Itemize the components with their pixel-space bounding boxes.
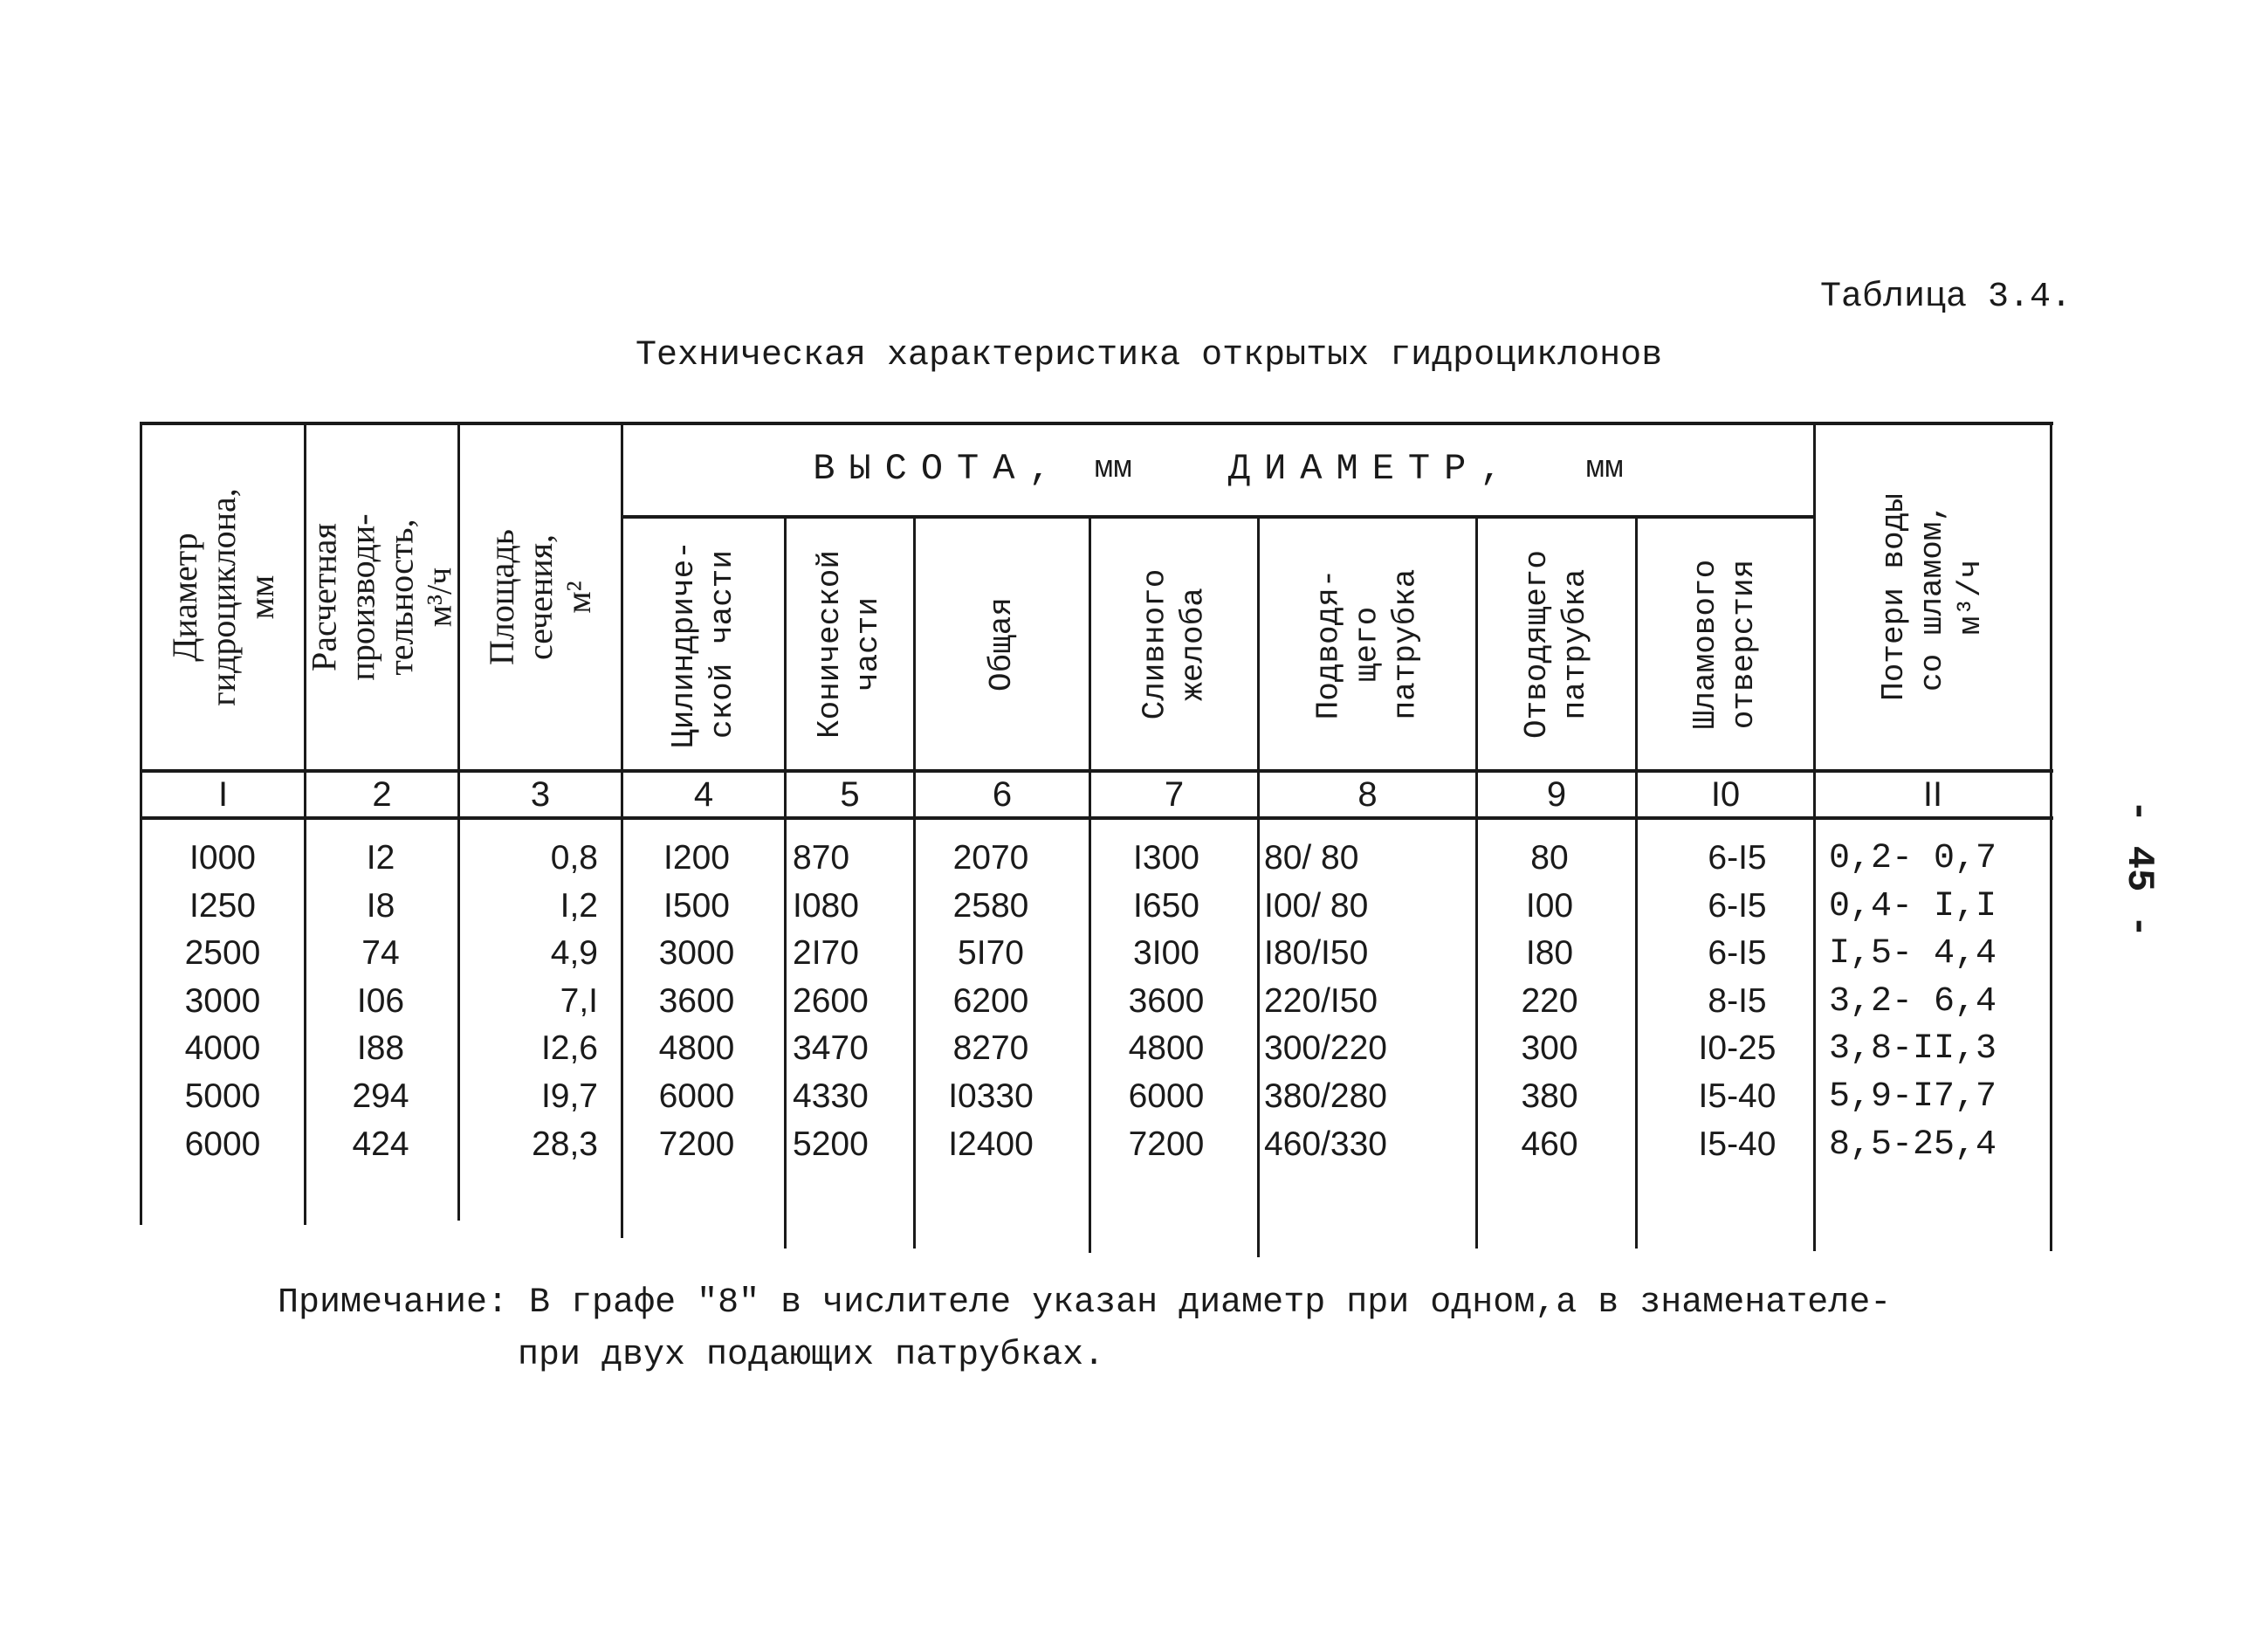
column-number-rule [140, 816, 2053, 820]
table-cell-r5-c11: 3,8-II,3 [1829, 1029, 1997, 1070]
table-cell-r4-c8: 220/I50 [1264, 981, 1378, 1020]
table-cell-r7-c8: 460/330 [1264, 1125, 1387, 1163]
table-cell-r6-c11: 5,9-I7,7 [1829, 1077, 1997, 1117]
col-header-label: Конической части [812, 549, 887, 739]
col-header-label: Потери воды со шламом, м³/ч [1875, 493, 1989, 701]
col-number-3: 3 [530, 774, 551, 814]
table-cell-r7-c11: 8,5-25,4 [1829, 1125, 1997, 1165]
table-cell-r2-c3: I,2 [560, 886, 598, 925]
table-cell-r5-c1: 4000 [184, 1029, 261, 1068]
col-number-7: 7 [1164, 774, 1185, 814]
table-cell-r7-c9: 460 [1521, 1125, 1578, 1163]
col-header-3 [460, 425, 621, 769]
col-header-label: Площадь сечения, м² [482, 529, 598, 665]
col-number-11: II [1922, 774, 1943, 814]
table-title: Техническая характеристика открытых гидроциклонов [636, 336, 1663, 375]
table-cell-r1-c6: 2070 [952, 839, 1029, 877]
col-number-6: 6 [992, 774, 1013, 814]
col-header-label: Диаметр гидроциклона, мм [164, 488, 281, 706]
table-cell-r5-c7: 4800 [1128, 1029, 1205, 1068]
col-number-5: 5 [840, 774, 860, 814]
table-cell-r6-c5: 4330 [793, 1077, 869, 1115]
table-cell-r4-c10: 8-I5 [1708, 981, 1767, 1020]
col-header-10 [1638, 519, 1813, 769]
table-cell-r2-c5: I080 [793, 886, 859, 925]
table-cell-r2-c10: 6-I5 [1708, 886, 1767, 925]
group-header [623, 422, 1813, 515]
col-header-label: Отводящего патрубка [1519, 549, 1594, 739]
note-line-1: Примечание: В графе "8" в числителе указан диаметр при одном,а в знаменателе- [278, 1283, 1892, 1323]
table-cell-r4-c1: 3000 [184, 981, 261, 1020]
col-header-7 [1091, 519, 1257, 769]
table-cell-r7-c4: 7200 [658, 1125, 735, 1163]
table-cell-r3-c2: 74 [361, 934, 400, 973]
table-cell-r1-c2: I2 [366, 839, 395, 877]
table-cell-r4-c6: 6200 [952, 981, 1029, 1020]
table-cell-r6-c6: I0330 [948, 1077, 1034, 1115]
table-cell-r1-c8: 80/ 80 [1264, 839, 1359, 877]
table-cell-r3-c10: 6-I5 [1708, 934, 1767, 973]
table-cell-r4-c11: 3,2- 6,4 [1829, 981, 1997, 1022]
table-cell-r6-c3: I9,7 [540, 1077, 598, 1115]
height-group-title: ВЫСОТА, [813, 447, 1065, 490]
col-header-4 [623, 519, 784, 769]
table-cell-r2-c2: I8 [366, 886, 395, 925]
table-cell-r6-c1: 5000 [184, 1077, 261, 1115]
height-group-unit: мм [1094, 451, 1132, 486]
table-cell-r5-c3: I2,6 [540, 1029, 598, 1068]
col-number-9: 9 [1546, 774, 1567, 814]
table-cell-r6-c10: I5-40 [1698, 1077, 1777, 1115]
table-cell-r4-c4: 3600 [658, 981, 735, 1020]
table-cell-r7-c3: 28,3 [532, 1125, 598, 1163]
table-right-border [2050, 422, 2052, 1251]
table-cell-r1-c3: 0,8 [550, 839, 598, 877]
col-header-label: Подводя- щего патрубка [1310, 568, 1424, 719]
table-label: Таблица 3.4. [1820, 278, 2072, 317]
table-cell-r3-c9: I80 [1525, 934, 1574, 973]
diameter-group-title: ДИАМЕТР, [1227, 447, 1516, 490]
table-cell-r3-c6: 5I70 [958, 934, 1024, 973]
table-cell-r2-c6: 2580 [952, 886, 1029, 925]
col-number-1: I [217, 774, 229, 814]
page-number: - 45 - [2117, 799, 2161, 939]
table-cell-r7-c1: 6000 [184, 1125, 261, 1163]
table-cell-r7-c5: 5200 [793, 1125, 869, 1163]
col-header-label: Расчетная производи- тельность, м³/ч [304, 513, 459, 681]
table-cell-r2-c8: I00/ 80 [1264, 886, 1369, 925]
table-cell-r3-c1: 2500 [184, 934, 261, 973]
table-cell-r3-c4: 3000 [658, 934, 735, 973]
col-header-9 [1478, 519, 1635, 769]
col-header-11 [1816, 425, 2050, 769]
col-number-2: 2 [372, 774, 392, 814]
table-cell-r4-c9: 220 [1521, 981, 1578, 1020]
table-cell-r5-c9: 300 [1521, 1029, 1578, 1068]
table-cell-r4-c2: I06 [356, 981, 405, 1020]
table-cell-r1-c1: I000 [189, 839, 256, 877]
table-cell-r6-c9: 380 [1521, 1077, 1578, 1115]
col-header-1 [142, 425, 304, 769]
col-header-6 [916, 519, 1089, 769]
table-cell-r4-c7: 3600 [1128, 981, 1205, 1020]
col-number-8: 8 [1357, 774, 1378, 814]
col-header-8 [1260, 519, 1475, 769]
col-header-2 [306, 425, 457, 769]
diameter-group-unit: мм [1585, 451, 1624, 486]
col-number-10: I0 [1710, 774, 1741, 814]
table-cell-r5-c10: I0-25 [1698, 1029, 1777, 1068]
table-cell-r7-c6: I2400 [948, 1125, 1034, 1163]
col-header-label: Шламового отверстия [1687, 559, 1763, 729]
table-cell-r1-c10: 6-I5 [1708, 839, 1767, 877]
table-cell-r1-c7: I300 [1133, 839, 1199, 877]
table-cell-r3-c7: 3I00 [1133, 934, 1199, 973]
note-line-2: при двух подающих патрубках. [518, 1336, 1105, 1375]
table-cell-r7-c7: 7200 [1128, 1125, 1205, 1163]
col-header-5 [787, 519, 913, 769]
table-cell-r1-c9: 80 [1530, 839, 1569, 877]
table-cell-r3-c3: 4,9 [550, 934, 598, 973]
table-cell-r1-c4: I200 [663, 839, 730, 877]
table-cell-r1-c5: 870 [793, 839, 850, 877]
table-cell-r2-c4: I500 [663, 886, 730, 925]
table-cell-r1-c11: 0,2- 0,7 [1829, 839, 1997, 878]
table-cell-r5-c2: I88 [356, 1029, 405, 1068]
col-header-label: Сливного желоба [1136, 568, 1211, 719]
table-cell-r4-c5: 2600 [793, 981, 869, 1020]
table-cell-r7-c2: 424 [352, 1125, 409, 1163]
table-cell-r2-c7: I650 [1133, 886, 1199, 925]
col-header-label: Общая [984, 596, 1020, 691]
table-cell-r5-c5: 3470 [793, 1029, 869, 1068]
table-cell-r2-c9: I00 [1525, 886, 1574, 925]
table-cell-r2-c11: 0,4- I,I [1829, 886, 1997, 926]
table-cell-r6-c7: 6000 [1128, 1077, 1205, 1115]
table-cell-r5-c4: 4800 [658, 1029, 735, 1068]
col-number-4: 4 [693, 774, 714, 814]
table-cell-r7-c10: I5-40 [1698, 1125, 1777, 1163]
specs-table [140, 422, 2053, 1251]
table-cell-r6-c2: 294 [352, 1077, 409, 1115]
table-cell-r3-c11: I,5- 4,4 [1829, 934, 1997, 974]
table-cell-r3-c5: 2I70 [793, 934, 859, 973]
table-cell-r6-c8: 380/280 [1264, 1077, 1387, 1115]
table-cell-r6-c4: 6000 [658, 1077, 735, 1115]
table-cell-r3-c8: I80/I50 [1264, 934, 1369, 973]
table-cell-r4-c3: 7,I [560, 981, 598, 1020]
col-header-label: Цилиндриче- ской части [666, 540, 741, 748]
table-cell-r2-c1: I250 [189, 886, 256, 925]
table-cell-r5-c8: 300/220 [1264, 1029, 1387, 1068]
table-cell-r5-c6: 8270 [952, 1029, 1029, 1068]
